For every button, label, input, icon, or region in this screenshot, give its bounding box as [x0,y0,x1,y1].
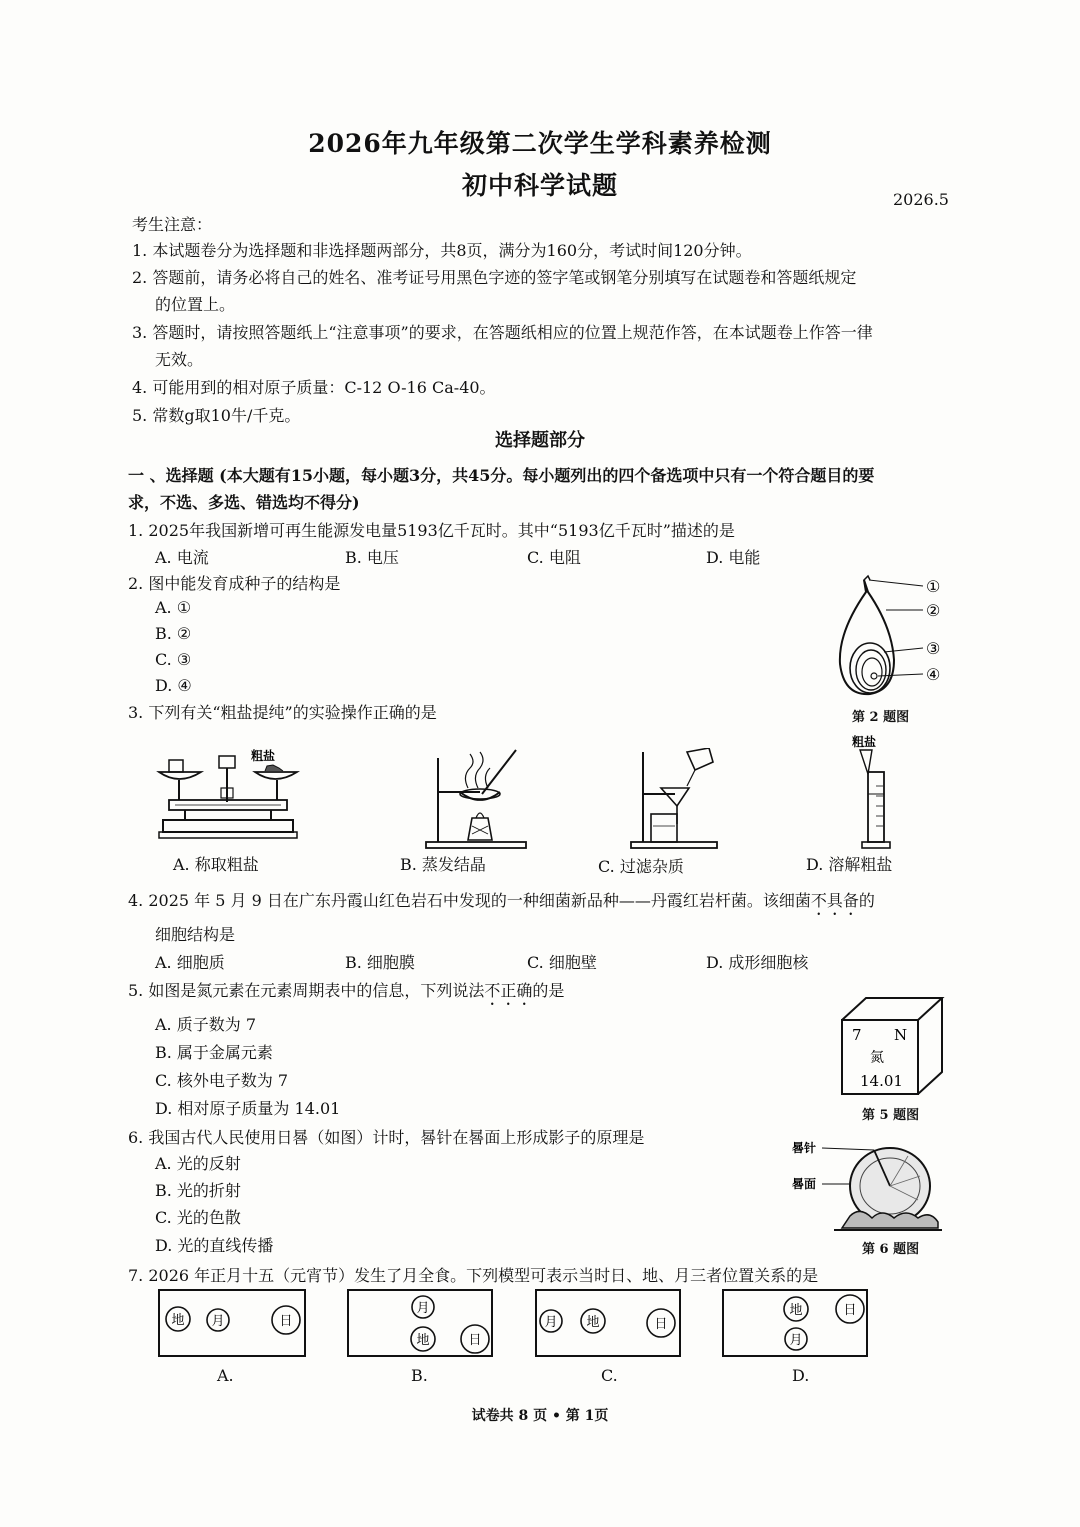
model-d-sun: 日 [843,1303,857,1318]
model-b-sun: 日 [468,1333,482,1348]
q2-stem: 2. 图中能发育成种子的结构是 [128,574,341,593]
q2-option-b: B. ② [155,624,192,643]
q5-option-b: B. 属于金属元素 [155,1043,273,1062]
q1-option-c: C. 电阻 [527,548,581,567]
model-a [158,1289,308,1359]
q4-option-c: C. 细胞壁 [527,953,597,972]
notice-item-4: 4. 可能用到的相对原子质量：C-12 O-16 Ca-40。 [132,378,496,397]
evaporation-figure [420,748,530,850]
model-d-letter: D. [792,1366,810,1385]
notice-item-2: 2. 答题前，请务必将自己的姓名、准考证号用黑色字迹的签字笔或钢笔分别填写在试题卷和答题纸规定 [132,268,857,287]
q2-option-c: C. ③ [155,650,192,669]
q6-option-a: A. 光的反射 [155,1154,241,1173]
notice-item-2-cont: 的位置上。 [155,295,236,314]
q7-stem: 7. 2026 年正月十五（元宵节）发生了月全食。下列模型可表示当时日、地、月三者位置关系的是 [128,1266,819,1285]
notice-item-3: 3. 答题时，请按照答题纸上“注意事项”的要求，在答题纸相应的位置上规范作答，在本试题卷上作答一律 [132,323,873,342]
sundial-needle-label: 晷针 [792,1141,817,1155]
model-a-earth: 地 [171,1313,185,1328]
element-card [838,996,948,1098]
q1-option-d: D. 电能 [706,548,761,567]
ovule-label-4: ④ [926,665,941,684]
balance-salt-label: 粗盐 [251,749,276,763]
q2-option-a: A. ① [155,598,192,617]
element-symbol: N [894,1026,908,1044]
q5-stem-pre: 5. 如图是氮元素在元素周期表中的信息，下列说法 [128,981,485,1000]
ovule-label-1: ① [926,577,941,596]
q2-caption: 第 2 题图 [852,710,910,725]
page-footer: 试卷共 8 页 • 第 1页 [471,1408,609,1424]
model-a-sun: 日 [279,1314,293,1329]
q5-option-a: A. 质子数为 7 [155,1015,256,1034]
ovule-figure [826,572,956,704]
ovule-label-2: ② [926,601,941,620]
q1-stem: 1. 2025年我国新增可再生能源发电量5193亿千瓦时。其中“5193亿千瓦时”描述的是 [128,521,735,540]
model-d-moon: 月 [789,1333,803,1348]
q3-option-a: A. 称取粗盐 [173,855,259,874]
notice-item-3-cont: 无效。 [155,350,204,369]
q6-option-d: D. 光的直线传播 [155,1236,274,1255]
q1-option-a: A. 电流 [155,548,209,567]
model-c [535,1289,683,1359]
model-b-moon: 月 [416,1301,430,1316]
q4-stem [128,888,875,919]
q5-caption: 第 5 题图 [862,1108,920,1123]
filtration-figure [625,748,725,850]
balance-figure [155,744,300,850]
model-b-letter: B. [411,1366,428,1385]
model-d-earth: 地 [789,1303,803,1318]
q6-option-c: C. 光的色散 [155,1208,241,1227]
q6-option-b: B. 光的折射 [155,1181,241,1200]
q4-option-b: B. 细胞膜 [345,953,415,972]
q5-option-c: C. 核外电子数为 7 [155,1071,289,1090]
q4-stem-cont: 细胞结构是 [155,925,236,944]
model-c-moon: 月 [544,1315,558,1330]
q4-option-a: A. 细胞质 [155,953,225,972]
q5-option-d: D. 相对原子质量为 14.01 [155,1099,341,1118]
notice-heading: 考生注意： [132,215,213,234]
q4-stem-emphasis: 不具备 [810,891,859,910]
q3-option-d: D. 溶解粗盐 [806,855,893,874]
notice-item-1: 1. 本试题卷分为选择题和非选择题两部分，共8页，满分为160分，考试时间120分钟。 [132,241,752,260]
q3-option-b: B. 蒸发结晶 [400,855,486,874]
q5-stem-emphasis: 不正确 [484,981,533,1000]
q3-stem: 3. 下列有关“粗盐提纯”的实验操作正确的是 [128,703,437,722]
ovule-label-3: ③ [926,639,941,658]
sundial-figure [790,1136,945,1236]
part1-instructions-cont: 求，不选、多选、错选均不得分) [128,493,360,512]
exam-date: 2026.5 [893,190,949,209]
cylinder-salt-label: 粗盐 [852,735,877,749]
exam-subtitle: 初中科学试题 [461,171,618,200]
element-number: 7 [852,1026,862,1044]
model-d [722,1289,870,1359]
part1-instructions: 一 、选择题 (本大题有15小题，每小题3分，共45分。每小题列出的四个备选项中只有一个符合题目的要 [128,466,875,485]
model-a-letter: A. [217,1366,234,1385]
model-b [347,1289,495,1359]
exam-title: 2026年九年级第二次学生学科素养检测 [308,129,772,158]
model-c-earth: 地 [586,1315,600,1330]
model-a-moon: 月 [211,1314,225,1329]
sundial-face-label: 晷面 [792,1177,817,1191]
notice-item-5: 5. 常数g取10牛/千克。 [132,406,301,425]
element-name: 氮 [870,1050,884,1066]
section-title: 选择题部分 [495,430,585,451]
model-b-earth: 地 [416,1333,430,1348]
q5-stem [128,978,564,1009]
cylinder-figure [850,734,900,854]
element-mass: 14.01 [860,1072,903,1090]
q4-stem-pre: 4. 2025 年 5 月 9 日在广东丹霞山红色岩石中发现的一种细菌新品种——丹霞红岩杆菌。该细菌 [128,891,811,910]
q4-option-d: D. 成形细胞核 [706,953,809,972]
q2-option-d: D. ④ [155,676,192,695]
q4-stem-post: 的 [858,891,875,910]
q6-caption: 第 6 题图 [862,1242,920,1257]
q6-stem: 6. 我国古代人民使用日晷（如图）计时，晷针在晷面上形成影子的原理是 [128,1128,645,1147]
model-c-letter: C. [601,1366,618,1385]
model-c-sun: 日 [654,1317,668,1332]
q1-option-b: B. 电压 [345,548,399,567]
q5-stem-post: 的是 [532,981,565,1000]
q3-option-c: C. 过滤杂质 [598,857,684,876]
